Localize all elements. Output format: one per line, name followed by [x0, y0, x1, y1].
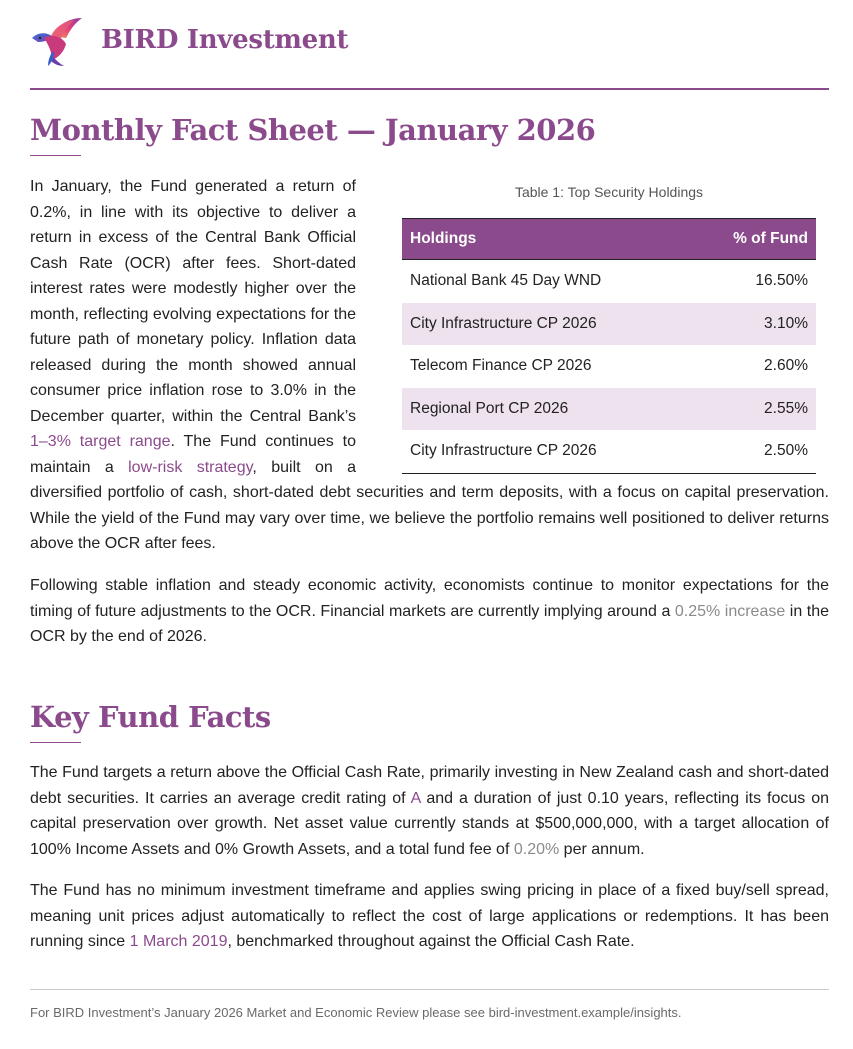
table-header-row	[402, 219, 816, 260]
holding-percent: 16.50%	[755, 272, 808, 290]
table-row	[402, 430, 816, 473]
table-row	[402, 260, 816, 303]
page-footer: For BIRD Investment’s January 2026 Market and Economic Review please see bird-investment.example/insights.	[30, 989, 829, 1020]
ocr-text-2: in the OCR by the end of 2026.	[30, 602, 830, 645]
facts-text-2: and a duration of just 0.10 years, reflecting its focus on capital preservation over growth. Net asset value currently stands at $500,000,000, with a target allocation of 100% Income Assets and 0% Growth Assets, and a total fund fee of	[30, 789, 829, 858]
holding-name: National Bank 45 Day WND	[410, 272, 602, 290]
holdings-table	[402, 218, 816, 474]
terms-text-1: The Fund has no minimum investment timeframe and applies swing pricing in place of a fixed buy/sell spread, meaning unit prices adjust automatically to reflect the cost of large applications or redemptions. It has been running since	[30, 882, 829, 950]
title-underline	[30, 155, 81, 156]
key-facts-title-block	[30, 698, 271, 743]
ocr-increase-highlight: 0.25% increase	[674, 602, 786, 620]
holding-percent: 3.10%	[690, 303, 816, 346]
table-caption: Table 1: Top Security Holdings	[514, 184, 704, 200]
ocr-text-1: Following stable inflation and steady economic activity, economists continue to monitor expectations for the timing of future adjustments to the OCR. Financial markets are currently implying around a	[30, 577, 829, 620]
page-header	[30, 0, 829, 90]
page-title: Monthly Fact Sheet — January 2026	[30, 113, 596, 147]
fund-facts-paragraph	[30, 760, 829, 862]
low-risk-strategy-link[interactable]: low-risk strategy	[128, 458, 253, 476]
intro-text-3: , built on a diversified portfolio of cash, short-dated debt securities and term deposits, with a focus on capital preservation. While the yield of the Fund may vary over time, we believe the portfolio remains well positioned to deliver returns above the OCR after fees.	[30, 458, 829, 552]
table-row	[402, 345, 816, 388]
brand-name: BIRD Investment	[101, 25, 349, 55]
table-row	[402, 303, 816, 346]
credit-rating-value: A	[410, 789, 421, 807]
fund-terms-paragraph	[30, 878, 829, 955]
table-row	[402, 388, 816, 431]
holding-name: Regional Port CP 2026	[402, 388, 690, 431]
holding-name: Telecom Finance CP 2026	[410, 357, 592, 375]
holding-name: City Infrastructure CP 2026	[402, 303, 690, 346]
fund-fee-value: 0.20%	[513, 840, 560, 858]
intro-text-1: In January, the Fund generated a return of 0.2%, in line with its objective to deliver a return in excess of the Central Bank Official Cash Rate (OCR) after fees. Short-dated interest rates were modestly higher over the month, reflecting evolving expectations for the future path of monetary policy. Inflation data released during the month showed annual consumer price inflation rose to 3.0% in the December quarter, within the Central Bank’s	[30, 178, 356, 425]
header-holdings: Holdings	[402, 219, 690, 260]
target-range-link[interactable]: 1–3% target range	[30, 433, 171, 450]
header-percent: % of Fund	[690, 219, 816, 260]
fact-sheet-page	[30, 0, 830, 1020]
holding-percent: 2.55%	[690, 388, 816, 431]
holdings-table-box	[402, 174, 816, 474]
key-fund-facts-heading: Key Fund Facts	[30, 700, 271, 734]
terms-text-2: , benchmarked throughout against the Official Cash Rate.	[227, 933, 635, 950]
holding-name: City Infrastructure CP 2026	[402, 430, 690, 473]
facts-text-3: per annum.	[559, 840, 645, 858]
key-facts-underline	[30, 742, 81, 743]
bird-logo-icon	[30, 16, 84, 68]
holding-percent: 2.60%	[764, 357, 808, 375]
ocr-outlook-paragraph	[30, 573, 829, 650]
facts-text-1: The Fund targets a return above the Official Cash Rate, primarily investing in New Zealand cash and short-dated debt securities. It carries an average credit rating of	[30, 764, 829, 807]
inception-date-value: 1 March 2019	[129, 933, 228, 950]
intro-section	[30, 174, 829, 557]
intro-text-2: . The Fund continues to maintain a	[30, 433, 356, 476]
holding-percent: 2.50%	[690, 430, 816, 473]
title-block	[30, 111, 595, 156]
